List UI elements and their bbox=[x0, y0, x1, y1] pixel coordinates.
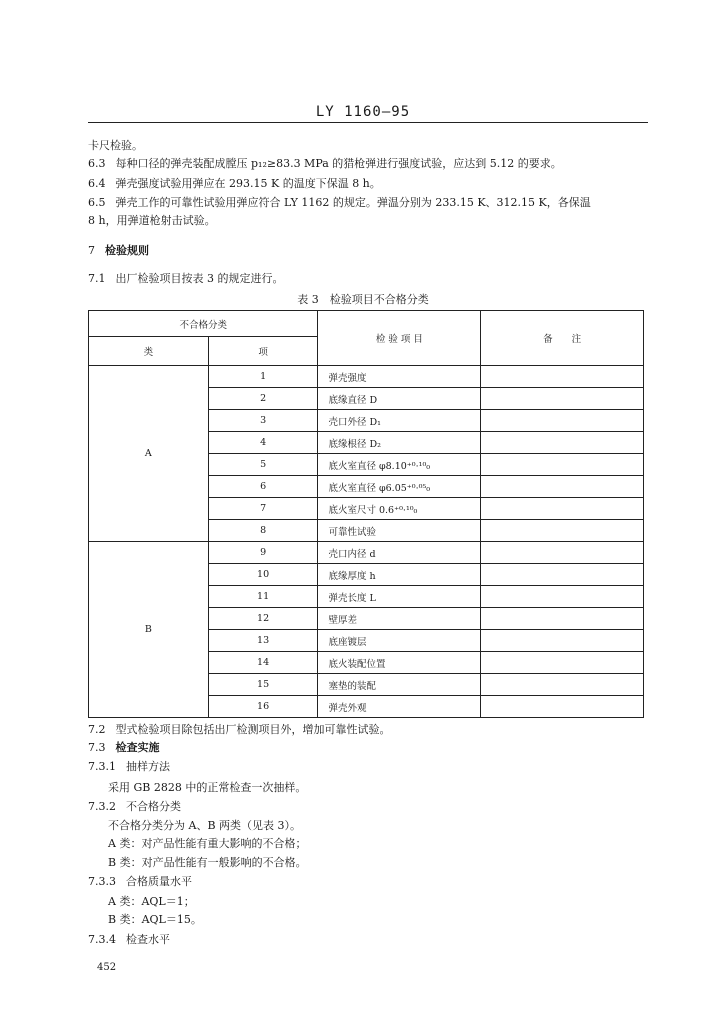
section-7 bbox=[88, 244, 149, 258]
remark-cell bbox=[481, 586, 644, 608]
inspection-item: 弹壳强度 bbox=[318, 366, 481, 388]
clause-text: 弹壳工作的可靠性试验用弹应符合 LY 1162 的规定。弹温分别为 233.15 K、312.15 K，各保温 bbox=[115, 196, 591, 209]
clause-7-3-2 bbox=[88, 800, 181, 814]
item-number: 14 bbox=[208, 652, 318, 674]
inspection-item: 底座镀层 bbox=[318, 630, 481, 652]
section-number: 7 bbox=[88, 244, 95, 257]
clause-number: 7.3.2 bbox=[88, 800, 116, 813]
item-number: 16 bbox=[208, 696, 318, 718]
inspection-item: 塞垫的装配 bbox=[318, 674, 481, 696]
clause-6-3 bbox=[88, 157, 562, 171]
inspection-item: 底火室直径 φ6.05⁺⁰·⁰⁵₀ bbox=[318, 476, 481, 498]
page-number: 452 bbox=[97, 962, 117, 973]
section-title: 检验规则 bbox=[105, 244, 149, 257]
clause-7-3-1 bbox=[88, 760, 170, 774]
item-number: 15 bbox=[208, 674, 318, 696]
clause-7-3-4 bbox=[88, 933, 170, 947]
remark-cell bbox=[481, 454, 644, 476]
header-class: 类 bbox=[89, 337, 209, 366]
header-group: 不合格分类 bbox=[89, 311, 318, 337]
inspection-item: 底缘直径 D bbox=[318, 388, 481, 410]
item-number: 12 bbox=[208, 608, 318, 630]
clause-text: 每种口径的弹壳装配成膛压 p₁₂≥83.3 MPa 的猎枪弹进行强度试验，应达到 5.12 的要求。 bbox=[115, 157, 562, 170]
clause-number: 7.3.3 bbox=[88, 875, 116, 888]
clause-7-3-2-b: B 类：对产品性能有一般影响的不合格。 bbox=[108, 856, 307, 869]
inspection-item: 底缘根径 D₂ bbox=[318, 432, 481, 454]
clause-text: 出厂检验项目按表 3 的规定进行。 bbox=[115, 272, 284, 285]
remark-cell bbox=[481, 410, 644, 432]
inspection-item: 弹壳外观 bbox=[318, 696, 481, 718]
table-caption: 表 3 检验项目不合格分类 bbox=[297, 293, 429, 306]
remark-cell bbox=[481, 432, 644, 454]
header-inspect: 检 验 项 目 bbox=[318, 311, 481, 366]
table-row bbox=[89, 366, 644, 388]
inspection-item: 壁厚差 bbox=[318, 608, 481, 630]
clause-6-5-cont: 8 h，用弹道枪射击试验。 bbox=[88, 214, 216, 227]
inspection-item: 底火室直径 φ8.10⁺⁰·¹⁰₀ bbox=[318, 454, 481, 476]
clause-text: 弹壳强度试验用弹应在 293.15 K 的温度下保温 8 h。 bbox=[115, 177, 381, 190]
remark-cell bbox=[481, 388, 644, 410]
inspection-item: 底火装配位置 bbox=[318, 652, 481, 674]
clause-title: 检查实施 bbox=[115, 741, 160, 754]
remark-cell bbox=[481, 542, 644, 564]
clause-7-3-2-text: 不合格分类分为 A、B 两类（见表 3）。 bbox=[108, 819, 302, 832]
clause-7-3 bbox=[88, 741, 160, 755]
item-number: 13 bbox=[208, 630, 318, 652]
clause-7-3-3-a: A 类：AQL＝1； bbox=[108, 895, 195, 908]
clause-title: 检查水平 bbox=[126, 933, 170, 946]
item-number: 5 bbox=[208, 454, 318, 476]
item-number: 9 bbox=[208, 542, 318, 564]
remark-cell bbox=[481, 498, 644, 520]
clause-number: 7.3.4 bbox=[88, 933, 116, 946]
inspection-item: 壳口外径 D₁ bbox=[318, 410, 481, 432]
clause-number: 7.3.1 bbox=[88, 760, 116, 773]
inspection-item: 可靠性试验 bbox=[318, 520, 481, 542]
clause-number: 7.2 bbox=[88, 723, 106, 736]
remark-cell bbox=[481, 696, 644, 718]
header-item: 项 bbox=[208, 337, 318, 366]
clause-7-3-3-b: B 类：AQL＝15。 bbox=[108, 913, 202, 926]
para-cont: 卡尺检验。 bbox=[88, 139, 143, 152]
remark-cell bbox=[481, 564, 644, 586]
clause-6-4 bbox=[88, 177, 381, 191]
remark-cell bbox=[481, 476, 644, 498]
remark-cell bbox=[481, 674, 644, 696]
item-number: 4 bbox=[208, 432, 318, 454]
clause-title: 合格质量水平 bbox=[126, 875, 192, 888]
clause-number: 6.5 bbox=[88, 196, 106, 209]
inspection-item: 壳口内径 d bbox=[318, 542, 481, 564]
item-number: 8 bbox=[208, 520, 318, 542]
inspection-item: 底火室尺寸 0.6⁺⁰·¹⁰₀ bbox=[318, 498, 481, 520]
header-rule bbox=[88, 122, 648, 123]
standard-header: LY 1160—95 bbox=[315, 104, 411, 120]
inspection-item: 弹壳长度 L bbox=[318, 586, 481, 608]
clause-number: 6.3 bbox=[88, 157, 106, 170]
item-number: 6 bbox=[208, 476, 318, 498]
inspection-item: 底缘厚度 h bbox=[318, 564, 481, 586]
item-number: 11 bbox=[208, 586, 318, 608]
inspection-table bbox=[88, 310, 644, 718]
clause-text: 型式检验项目除包括出厂检测项目外，增加可靠性试验。 bbox=[115, 723, 391, 736]
item-number: 10 bbox=[208, 564, 318, 586]
item-number: 7 bbox=[208, 498, 318, 520]
clause-7-1 bbox=[88, 272, 284, 286]
clause-title: 不合格分类 bbox=[126, 800, 181, 813]
table-row bbox=[89, 542, 644, 564]
remark-cell bbox=[481, 608, 644, 630]
clause-number: 6.4 bbox=[88, 177, 106, 190]
remark-cell bbox=[481, 366, 644, 388]
item-number: 1 bbox=[208, 366, 318, 388]
table-body bbox=[89, 366, 644, 718]
clause-7-3-3 bbox=[88, 875, 192, 889]
header-remark: 备 注 bbox=[481, 311, 644, 366]
clause-7-3-2-a: A 类：对产品性能有重大影响的不合格； bbox=[108, 837, 307, 850]
clause-number: 7.3 bbox=[88, 741, 106, 754]
class-b-cell: B bbox=[89, 542, 209, 718]
clause-number: 7.1 bbox=[88, 272, 106, 285]
remark-cell bbox=[481, 652, 644, 674]
clause-title: 抽样方法 bbox=[126, 760, 170, 773]
item-number: 2 bbox=[208, 388, 318, 410]
remark-cell bbox=[481, 520, 644, 542]
remark-cell bbox=[481, 630, 644, 652]
clause-6-5 bbox=[88, 196, 591, 210]
clause-7-2 bbox=[88, 723, 391, 737]
class-a-cell: A bbox=[89, 366, 209, 542]
clause-7-3-1-text: 采用 GB 2828 中的正常检查一次抽样。 bbox=[108, 781, 307, 794]
item-number: 3 bbox=[208, 410, 318, 432]
